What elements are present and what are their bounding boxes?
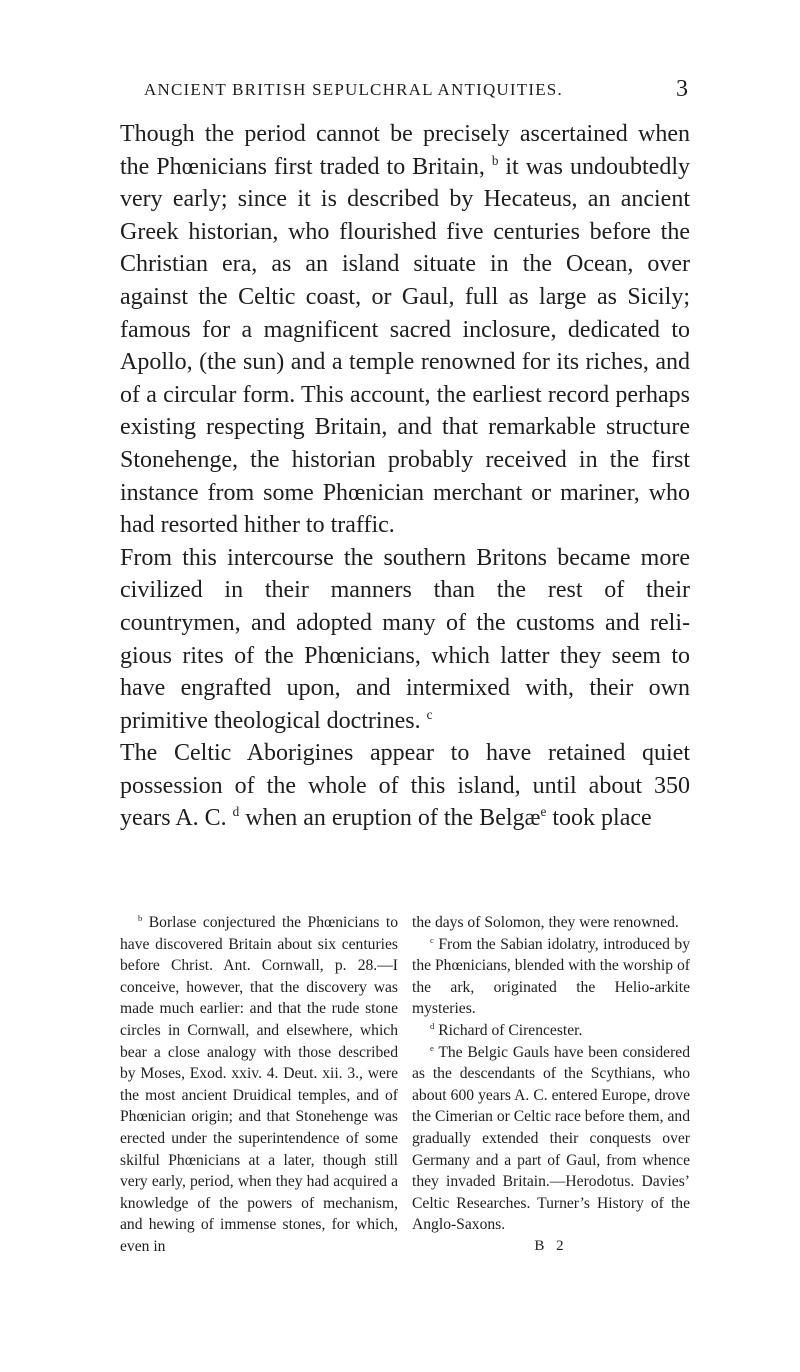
footnote-marker: b bbox=[138, 912, 143, 923]
footnote-marker: e bbox=[540, 804, 547, 820]
text-run: From this intercourse the southern Britons became more civilized in their manners than the rest of their countrymen, and adopted many of the customs and religious rites of the Phœnicians, which latter they seem to have engrafted upon, and intermixed with, their own primitive theological doctrines. bbox=[120, 544, 690, 734]
footnotes bbox=[120, 912, 690, 1258]
footnote-marker: c bbox=[430, 934, 434, 945]
main-text bbox=[120, 118, 690, 835]
footnote-marker: d bbox=[232, 804, 240, 820]
footnote-marker: b bbox=[491, 152, 499, 168]
footnote bbox=[412, 912, 690, 934]
footnotes-left-column bbox=[120, 912, 398, 1258]
text-run: Though the period cannot be precisely ascertained when the Phœnicians first traded to Britain, bbox=[120, 121, 690, 180]
text-run: Richard of Cirencester. bbox=[434, 1021, 583, 1039]
text-run: it was undoubtedly very early; since it is described by Hecateus, an ancient Greek historian, who flourished five centuries before the Christian era, as an island situate in the Ocean, over against the Celtic coast, or Gaul, full as large as Sicily; famous for a magnificent sacred inclosure, dedicated to Apollo, (the sun) and a temple renowned for its riches, and of a circular form. This account, the earliest record perhaps existing respecting Britain, and that remarkable structure Stonehenge, the historian probably received in the first instance from some Phœnician merchant or mariner, who had resorted hither to traffic. bbox=[120, 153, 690, 539]
footnote bbox=[412, 934, 690, 1020]
paragraph bbox=[120, 737, 690, 835]
text-run: Borlase conjectured the Phœnicians to have discovered Britain about six centuries before Christ. Ant. Cornwall, p. 28.—I conceive, however, that the discovery was made much earlier: and that the rude stone circles in Cornwall, and elsewhere, which bear a close analogy with those described by Moses, Exod. xxiv. 4. Deut. xii. 3., were the most ancient Druidical temples, and of Phœnician origin; and that Stonehenge was erected under the superintendence of some skilful Phœnicians at a later, though still very early, period, when they had acquired a knowledge of the powers of mechanism, and hewing of immense stones, for which, even in bbox=[120, 914, 398, 1255]
page-number: 3 bbox=[676, 76, 688, 102]
footnote-marker: e bbox=[430, 1042, 434, 1053]
paragraph bbox=[120, 542, 690, 738]
footnote bbox=[120, 912, 398, 1258]
text-run: took place bbox=[546, 805, 652, 832]
text-run: From the Sabian idolatry, introduced by the Phœnicians, blended with the worship of the ark, originated the Helio-arkite mysteries. bbox=[412, 935, 690, 1018]
page-header bbox=[120, 76, 688, 110]
footnote bbox=[412, 1020, 690, 1042]
text-run: when an eruption of the Belgæ bbox=[239, 805, 541, 832]
running-head: ANCIENT BRITISH SEPULCHRAL ANTIQUITIES. bbox=[144, 80, 563, 99]
text-run: the days of Solomon, they were renowned. bbox=[412, 914, 679, 931]
footnote-marker: c bbox=[426, 706, 433, 722]
paragraph bbox=[120, 118, 690, 542]
footnotes-right-column bbox=[412, 912, 690, 1258]
footnote-marker: d bbox=[430, 1020, 435, 1031]
text-run: The Celtic Aborigines appear to have retained quiet possession of the whole of this island, until about 350 years A. C. bbox=[120, 740, 690, 832]
text-run: The Belgic Gauls have been considered as the descendants of the Scythians, who about 600 years A. C. entered Europe, drove the Cimerian or Celtic race before them, and gradually extended their conquests over Germany and a part of Gaul, from whence they invaded Britain.—Herodotus. Davies’ Celtic Researches. Turner’s History of the Anglo-Saxons. bbox=[412, 1043, 690, 1234]
signature-mark: B 2 bbox=[534, 1237, 568, 1254]
footnote bbox=[412, 1042, 690, 1236]
